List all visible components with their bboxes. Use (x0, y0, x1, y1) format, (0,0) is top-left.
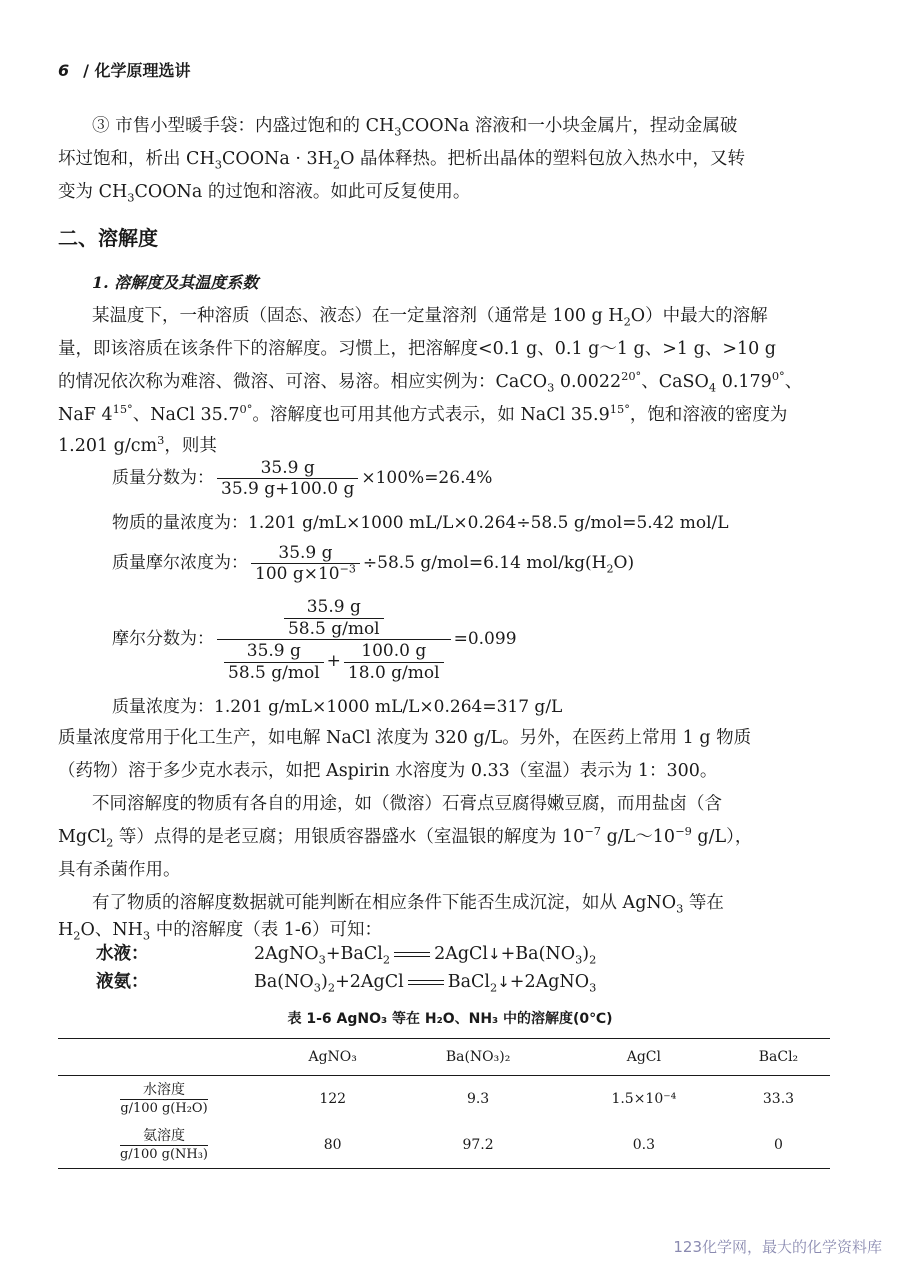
row-header: 水溶度 g/100 g(H₂O) (120, 1081, 208, 1116)
table-cell: 1.5×10⁻⁴ (611, 1091, 677, 1107)
table-cell: 33.3 (762, 1091, 795, 1107)
precipitate-arrow-icon: ↓ (497, 973, 510, 991)
page-header (58, 58, 191, 81)
table-cell: 97.2 (395, 1122, 560, 1169)
section-title: 二、溶解度 (58, 226, 158, 250)
watermark: 123化学网，最大的化学资料库 (673, 1238, 882, 1256)
para1-line-3: 的情况依次称为难溶、微溶、可溶、易溶。相应实例为：CaCO$_3$ $0.0022^{20^\circ}$、CaSO$_4$ $0.179^{0^\circ}$、 (58, 369, 803, 395)
column-header: AgCl (561, 1039, 727, 1076)
reaction-ammonia-label: 液氨： (96, 972, 149, 992)
subsection-title: 1. 溶解度及其温度系数 (92, 273, 259, 292)
row-header: 氨溶度 g/100 g(NH₃) (58, 1122, 270, 1169)
para4-line-1: 有了物质的溶解度数据就可能判断在相应条件下能否生成沉淀，如从 AgNO$_3$ 等在 (92, 893, 724, 916)
mass-concentration-formula: 质量浓度为：1.201 g/mL×1000 mL/L×0.264=317 g/L (112, 697, 563, 717)
page-number: 6 (58, 61, 70, 80)
para3-line-2: MgCl$_2$ 等）点得的是老豆腐；用银质容器盛水（室温银的解度为 $10^{-7}$ $g/L\sim 10^{-9}$ g/L）， (58, 824, 753, 850)
table-row (58, 1076, 830, 1123)
para3-line-1: 不同溶解度的物质有各自的用途，如（微溶）石膏点豆腐得嫩豆腐，而用盐卤（含 (92, 794, 722, 814)
reaction-aqueous: 2AgNO$_3$+BaCl$_2$ $2AgCl↓+Ba(NO_3)_2$ (254, 944, 597, 967)
para1-line-5: 1.201 $g/cm^3$，则其 (58, 433, 217, 456)
para2-line-1: 质量浓度常用于化工生产，如电解 NaCl 浓度为 320 g/L。另外，在医药上常用 1 g 物质 (58, 728, 752, 748)
column-header: Ba(NO₃)₂ (395, 1039, 560, 1076)
equals-sign (394, 952, 430, 957)
solubility-table (58, 1038, 830, 1169)
para1-line-4: NaF $4^{15^\circ}$、NaCl $35.7^{0^\circ}$。溶解度也可用其他方式表示，如 NaCl $35.9^{15^\circ}$，饱和溶液的密度为 (58, 402, 788, 425)
table-cell: 0.3 (561, 1122, 727, 1169)
intro-line-3: 变为 $CH_3COONa$ 的过饱和溶液。如此可反复使用。 (58, 182, 471, 205)
table-cell: 122 (319, 1091, 347, 1107)
table-header-row (58, 1039, 830, 1076)
mole-fraction-formula: 摩尔分数为： $\frac{35.9 g}{\text{58.5 g/mol}}$ $\frac{35.9 g}{\text{58.5 g/mol}}$ + $\frac{100.0 g}{\text{18.0 g/mol}}$ =0.099 (112, 597, 517, 683)
molar-concentration-formula: 物质的量浓度为：1.201 g/mL×1000 mL/L×0.264÷58.5 g/mol=5.42 mol/L (112, 513, 729, 533)
table-row (58, 1122, 830, 1169)
table-cell: 9.3 (466, 1091, 490, 1107)
reaction-ammonia: $Ba(NO_3)_2+2AgCl$ BaCl$_2$↓+2AgNO$_3$ (254, 972, 597, 995)
book-title: / 化学原理选讲 (83, 61, 191, 80)
intro-line-2: 坏过饱和，析出 $CH_3COONa \cdot 3H_2O$ 晶体释热。把析出晶体的塑料包放入热水中，又转 (58, 149, 746, 172)
intro-line-1: ③ 市售小型暖手袋：内盛过饱和的 $CH_3COONa$ 溶液和一小块金属片，捏动金属破 (92, 116, 738, 139)
column-header: AgNO₃ (270, 1039, 395, 1076)
equals-sign (408, 980, 444, 985)
para4-line-2: $H_2O$、$NH_3$ 中的溶解度（表 1-6）可知： (58, 920, 382, 943)
table-cell: 0 (727, 1122, 830, 1169)
molality-formula: 质量摩尔浓度为： $\frac{35.9 g}{100 g\times 10^{-3}}$ ÷58.5 g/mol=6.14 mol/$kg(H_2O)$ (112, 543, 635, 584)
table-cell: 80 (270, 1122, 395, 1169)
precipitate-arrow-icon: ↓ (488, 945, 501, 963)
mass-fraction-formula: 质量分数为： $\frac{35.9 g}{35.9 g+100.0 g}$ ×100%=26.4% (112, 458, 493, 499)
reaction-aqueous-label: 水液： (96, 944, 149, 964)
table-caption: 表 1-6 AgNO₃ 等在 H₂O、NH₃ 中的溶解度(0℃) (287, 1011, 613, 1027)
para3-line-3: 具有杀菌作用。 (58, 860, 181, 880)
para1-line-2: 量，即该溶质在该条件下的溶解度。习惯上，把溶解度<0.1 g、0.1 g～1 g、>1 g、>10 g (58, 339, 777, 359)
table-corner-cell (58, 1039, 270, 1076)
para1-line-1: 某温度下，一种溶质（固态、液态）在一定量溶剂（通常是 100 g $H_2O$）中最大的溶解 (92, 306, 768, 329)
column-header: BaCl₂ (727, 1039, 830, 1076)
para2-line-2: （药物）溶于多少克水表示，如把 Aspirin 水溶度为 0.33（室温）表示为 1：300。 (58, 761, 718, 781)
